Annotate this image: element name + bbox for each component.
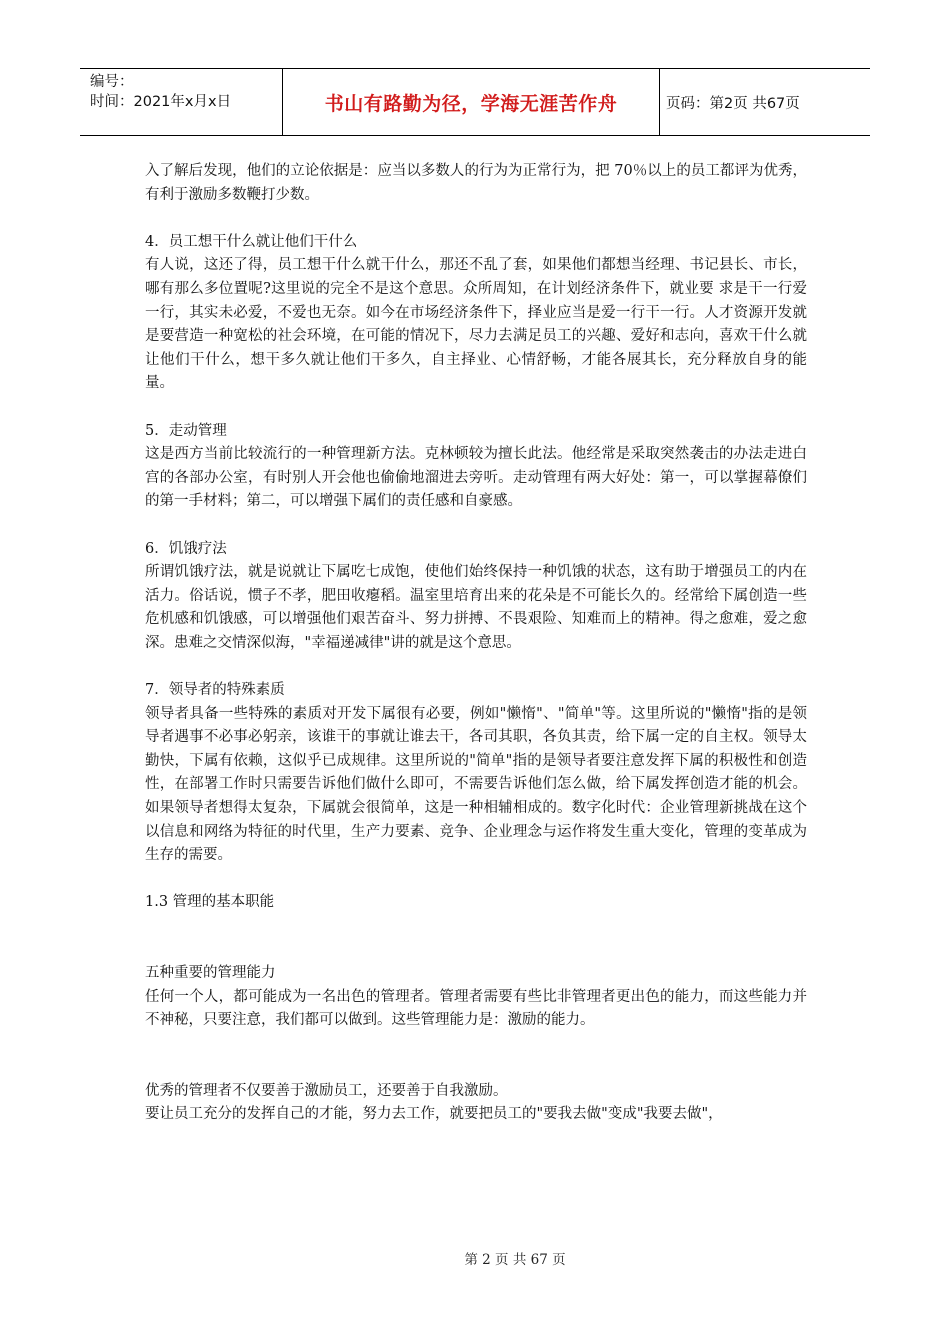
section-heading: 6．饥饿疗法 <box>145 540 227 557</box>
paragraph: 任何一个人，都可能成为一名出色的管理者。管理者需要有些比非管理者更出色的能力，而这些能力并不神秘，只要注意，我们都可以做到。这些管理能力是：激励的能力。 <box>145 988 807 1029</box>
header-motto: 书山有路勤为径，学海无涯苦作舟 <box>324 92 618 115</box>
section-heading: 4．员工想干什么就让他们干什么 <box>145 233 358 250</box>
document-body <box>145 160 807 1127</box>
document-code-label: 编号： <box>90 74 134 90</box>
section-heading: 7．领导者的特殊素质 <box>145 682 285 699</box>
page-header <box>80 68 870 136</box>
chapter-heading: 1.3 管理的基本职能 <box>145 894 275 911</box>
page-footer: 第 2 页 共 67 页 <box>464 1252 566 1268</box>
section-heading: 五种重要的管理能力 <box>145 965 276 981</box>
header-divider <box>659 69 660 135</box>
paragraph: 有人说，这还了得，员工想干什么就干什么，那还不乱了套，如果他们都想当经理、书记县长、市长，哪有那么多位置呢?这里说的完全不是这个意思。众所周知，在计划经济条件下，就业要 求是干一行爱一行，其实未必爱，不爱也无奈。如今在市场经济条件下，择业应当是爱一行干一行。人才资源开发就是要营造一种宽松的社会环境，在可能的情况下，尽力去满足员工的兴趣、爱好和志向，喜欢干什么就让他们干什么，想干多久就让他们干多久，自主择业、心情舒畅，才能各展其长，充分释放自身的能量。 <box>145 257 807 392</box>
paragraph: 这是西方当前比较流行的一种管理新方法。克林顿较为擅长此法。他经常是采取突然袭击的办法走进白宫的各部办公室，有时别人开会他也偷偷地溜进去旁听。走动管理有两大好处：第一，可以掌握幕僚们的第一手材料；第二，可以增强下属们的责任感和自豪感。 <box>145 446 807 510</box>
section-heading: 5．走动管理 <box>145 422 227 439</box>
paragraph: 所谓饥饿疗法，就是说就让下属吃七成饱，使他们始终保持一种饥饿的状态，这有助于增强员工的内在活力。俗话说，惯子不孝，肥田收瘪稻。温室里培育出来的花朵是不可能长久的。经常给下属创造一些危机感和饥饿感，可以增强他们艰苦奋斗、努力拼搏、不畏艰险、知难而上的精神。得之愈难，爱之愈深。患难之交情深似海，"幸福递减律"讲的就是这个意思。 <box>145 564 807 651</box>
document-date: 时间：2021年x月x日 <box>90 94 232 110</box>
paragraph: 入了解后发现，他们的立论依据是：应当以多数人的行为为正常行为，把 70％以上的员工都评为优秀，有利于激励多数鞭打少数。 <box>145 163 807 203</box>
paragraph: 领导者具备一些特殊的素质对开发下属很有必要，例如"懒惰"、"简单"等。这里所说的"懒惰"指的是领导者遇事不必事必躬亲，该谁干的事就让谁去干，各司其职，各负其责，给下属一定的自主权。领导太勤快，下属有依赖，这似乎已成规律。这里所说的"简单"指的是领导者要注意发挥下属的积极性和创造性，在部署工作时只需要告诉他们做什么即可，不需要告诉他们怎么做，给下属发挥创造才能的机会。如果领导者想得太复杂，下属就会很简单，这是一种相辅相成的。数字化时代：企业管理新挑战在这个以信息和网络为特征的时代里，生产力要素、竞争、企业理念与运作将发生重大变化，管理的变革成为生存的需要。 <box>145 705 807 864</box>
paragraph: 要让员工充分的发挥自己的才能，努力去工作，就要把员工的"要我去做"变成"我要去做"， <box>145 1106 723 1123</box>
header-page-info: 页码：第2页 共67页 <box>666 95 800 112</box>
paragraph: 优秀的管理者不仅要善于激励员工，还要善于自我激励。 <box>145 1082 508 1099</box>
header-meta <box>90 72 280 112</box>
